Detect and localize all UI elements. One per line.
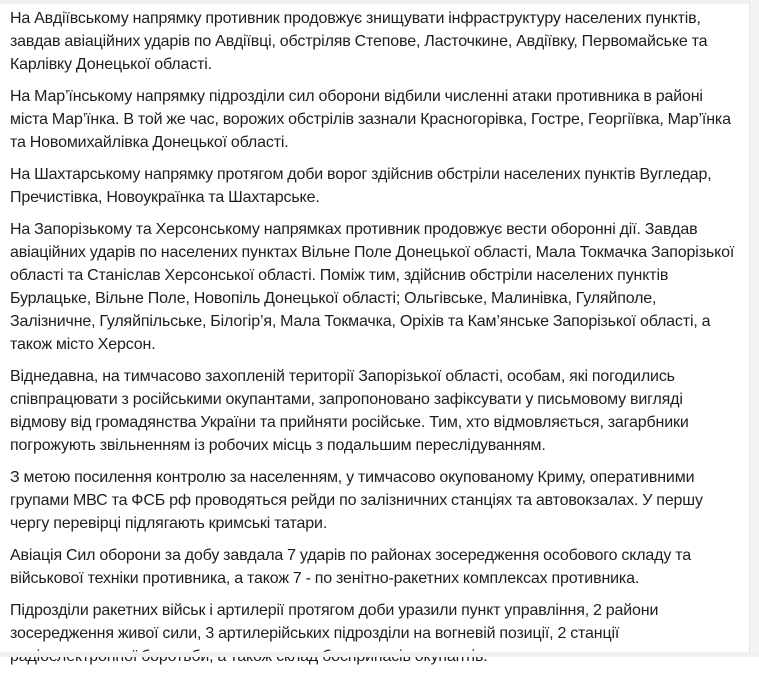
page-edge-top <box>0 0 759 4</box>
paragraph-aviation-strikes: Авіація Сил оборони за добу завдала 7 ударів по районах зосередження особового складу та військової техніки противника, а також 7 - по зенітно-ракетних комплексах противника. <box>10 547 691 587</box>
paragraph-crimea-raids: З метою посилення контролю за населенням, у тимчасово окупованому Криму, оперативними групами МВС та ФСБ рф проводяться рейди по залізничних станціях та автовокзалах. У першу чергу перевірці підлягають кримські татари. <box>10 469 703 532</box>
paragraph-shakhtarsk-direction: На Шахтарському напрямку протягом доби ворог здійснив обстріли населених пунктів Вугледар, Пречистівка, Новоукраїнка та Шахтарське. <box>10 166 712 206</box>
page-edge-bottom <box>0 652 759 657</box>
post-body <box>0 3 749 677</box>
paragraph-missile-artillery-strikes: Підрозділи ракетних військ і артилерії протягом доби уразили пункт управління, 2 райони зосередження живої сили, 3 артилерійських підрозділи на вогневій позиції, 2 станції <box>10 602 659 642</box>
paragraph-avdiivka-direction: На Авдіївському напрямку противник продовжує знищувати інфраструктуру населених пунктів, завдав авіаційних ударів по Авдіївці, обстріляв Степове, Ласточкине, Авдіївку, Первомайське та Карлівку Донецької області. <box>10 10 708 73</box>
paragraph-zaporizhzhia-citizenship-coercion: Віднедавна, на тимчасово захопленій території Запорізької області, особам, які погодились співпрацювати з російськими окупантами, запропоновано зафіксувати у письмовому вигляді відмову від громадянства України та прийняти російське. Тим, хто відмовляється, загарбники погрожують звільненням із робочих місць з подальшим переслідуванням. <box>10 368 689 454</box>
paragraph-marinka-direction: На Мар’їнському напрямку підрозділи сил оборони відбили численні атаки противника в районі міста Мар’їнка. В той же час, ворожих обстрілів зазнали Красногорівка, Гостре, Георгіївка, Мар’їнка та Новомихайлівка Донецької області. <box>10 88 731 151</box>
paragraph-zaporizhzhia-kherson-directions: На Запорізькому та Херсонському напрямках противник продовжує вести оборонні дії. Завдав авіаційних ударів по населених пунктах Вільне Поле Донецької області, Мала Токмачка Запорізької області та Станіслав Херсонської області. Поміж тим, здійснив обстріли населених пунктів Бурлацьке, Вільне Поле, Новопіль Донецької області; Ольгівське, Малинівка, Гуляйполе, Залізничне, Гуляйпільське, Білогір’я, Мала Токмачка, Оріхів та Кам’янське Запорізької області, а також місто Херсон. <box>10 221 735 353</box>
page-edge-right <box>749 0 759 657</box>
